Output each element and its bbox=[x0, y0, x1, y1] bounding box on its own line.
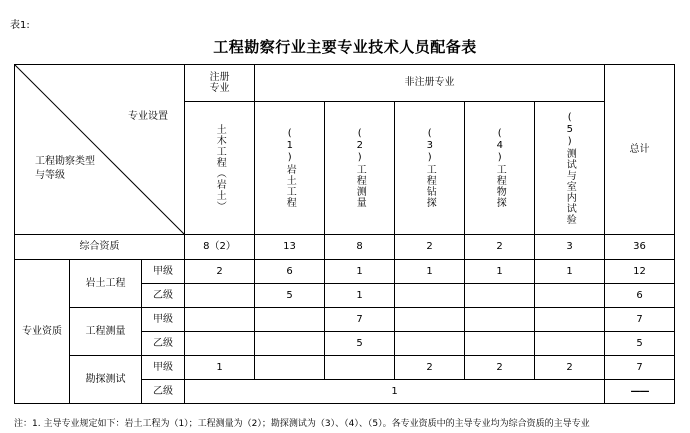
cell: 2 bbox=[395, 235, 465, 260]
cell: 6 bbox=[255, 260, 325, 284]
cell bbox=[185, 284, 255, 308]
col-header-drilling bbox=[395, 102, 465, 235]
col-header-testing-text: 测试与室内试验 bbox=[564, 147, 576, 225]
cell: 13 bbox=[255, 235, 325, 260]
cell bbox=[535, 284, 605, 308]
cell bbox=[255, 356, 325, 380]
non-registered-group-header: 非注册专业 bbox=[255, 65, 605, 102]
cell: 12 bbox=[605, 260, 675, 284]
cell bbox=[465, 332, 535, 356]
grade-label: 甲级 bbox=[142, 308, 185, 332]
cell: 1 bbox=[395, 260, 465, 284]
grade-label: 乙级 bbox=[142, 380, 185, 404]
corner-label-major: 专业设置 bbox=[128, 111, 168, 122]
col-header-geophysics-text: 工程物探 bbox=[494, 164, 506, 208]
table-row bbox=[15, 356, 675, 380]
registered-group-header bbox=[185, 65, 255, 102]
cell bbox=[535, 332, 605, 356]
cell bbox=[395, 308, 465, 332]
group-label-surveying: 工程测量 bbox=[70, 308, 142, 356]
col-header-drilling-text: 工程钻探 bbox=[424, 164, 436, 208]
cell bbox=[535, 308, 605, 332]
table-title: 工程勘察行业主要专业技术人员配备表 bbox=[213, 38, 477, 56]
row-label-comprehensive: 综合资质 bbox=[15, 235, 185, 260]
total-header: 总计 bbox=[605, 65, 675, 235]
cell: 7 bbox=[605, 356, 675, 380]
cell-total-dash: —— bbox=[605, 380, 675, 404]
grade-label: 甲级 bbox=[142, 260, 185, 284]
grade-label: 乙级 bbox=[142, 284, 185, 308]
col-header-testing bbox=[535, 102, 605, 235]
col-header-civil-engineering-text: 土木工程（岩土） bbox=[214, 124, 226, 212]
col-header-testing-num: (5) bbox=[564, 111, 576, 148]
cell bbox=[465, 284, 535, 308]
cell bbox=[395, 284, 465, 308]
merged-cell: 1 bbox=[185, 380, 605, 404]
staffing-table bbox=[14, 64, 675, 404]
cell: 1 bbox=[185, 356, 255, 380]
cell: 2 bbox=[465, 356, 535, 380]
cell: 1 bbox=[535, 260, 605, 284]
grade-label: 甲级 bbox=[142, 356, 185, 380]
cell: 3 bbox=[535, 235, 605, 260]
corner-label-type bbox=[35, 155, 95, 183]
cell: 8 bbox=[325, 235, 395, 260]
cell: 2 bbox=[535, 356, 605, 380]
corner-label-type-line2: 与等级 bbox=[35, 170, 65, 181]
table-row bbox=[15, 308, 675, 332]
col-header-drilling-num: (3) bbox=[424, 128, 436, 164]
cell: 36 bbox=[605, 235, 675, 260]
cell: 1 bbox=[465, 260, 535, 284]
registered-group-line2: 专业 bbox=[209, 83, 230, 94]
cell: 5 bbox=[605, 332, 675, 356]
group-label-exploration: 勘探测试 bbox=[70, 356, 142, 404]
cell: 7 bbox=[605, 308, 675, 332]
table-row-comprehensive bbox=[15, 235, 675, 260]
table-row bbox=[15, 260, 675, 284]
col-header-surveying-text: 工程测量 bbox=[354, 164, 366, 208]
cell: 5 bbox=[325, 332, 395, 356]
col-header-geophysics bbox=[465, 102, 535, 235]
diagonal-line bbox=[15, 65, 185, 235]
cell bbox=[185, 308, 255, 332]
col-header-surveying bbox=[325, 102, 395, 235]
staffing-table-wrapper bbox=[14, 64, 675, 404]
col-header-geotechnical-text: 岩土工程 bbox=[284, 164, 296, 208]
col-header-geotechnical-num: (1) bbox=[284, 128, 296, 164]
col-header-civil-engineering bbox=[185, 102, 255, 235]
cell: 2 bbox=[185, 260, 255, 284]
cell: 1 bbox=[325, 260, 395, 284]
corner-diagonal bbox=[15, 65, 185, 235]
corner-header-cell bbox=[15, 65, 185, 235]
cell: 8（2） bbox=[185, 235, 255, 260]
group-label-geotechnical: 岩土工程 bbox=[70, 260, 142, 308]
cell bbox=[255, 308, 325, 332]
cell: 2 bbox=[395, 356, 465, 380]
cell bbox=[465, 308, 535, 332]
col-header-surveying-num: (2) bbox=[354, 128, 366, 164]
cell: 7 bbox=[325, 308, 395, 332]
grade-label: 乙级 bbox=[142, 332, 185, 356]
cell: 1 bbox=[325, 284, 395, 308]
cell: 2 bbox=[465, 235, 535, 260]
corner-label-type-line1: 工程勘察类型 bbox=[35, 156, 95, 167]
col-header-geophysics-num: (4) bbox=[494, 128, 506, 164]
cell: 6 bbox=[605, 284, 675, 308]
cell bbox=[185, 332, 255, 356]
table-caption: 表1: bbox=[10, 20, 30, 31]
cell bbox=[325, 356, 395, 380]
cell: 5 bbox=[255, 284, 325, 308]
col-header-geotechnical bbox=[255, 102, 325, 235]
table-note: 注：1. 主导专业规定如下：岩土工程为（1）；工程测量为（2）；勘探测试为（3）、（4）、（5）。各专业资质中的主导专业均为综合资质的主导专业 bbox=[14, 419, 590, 429]
cell bbox=[255, 332, 325, 356]
row-label-specialty: 专业资质 bbox=[15, 260, 70, 404]
registered-group-line1: 注册 bbox=[209, 71, 230, 83]
cell bbox=[395, 332, 465, 356]
